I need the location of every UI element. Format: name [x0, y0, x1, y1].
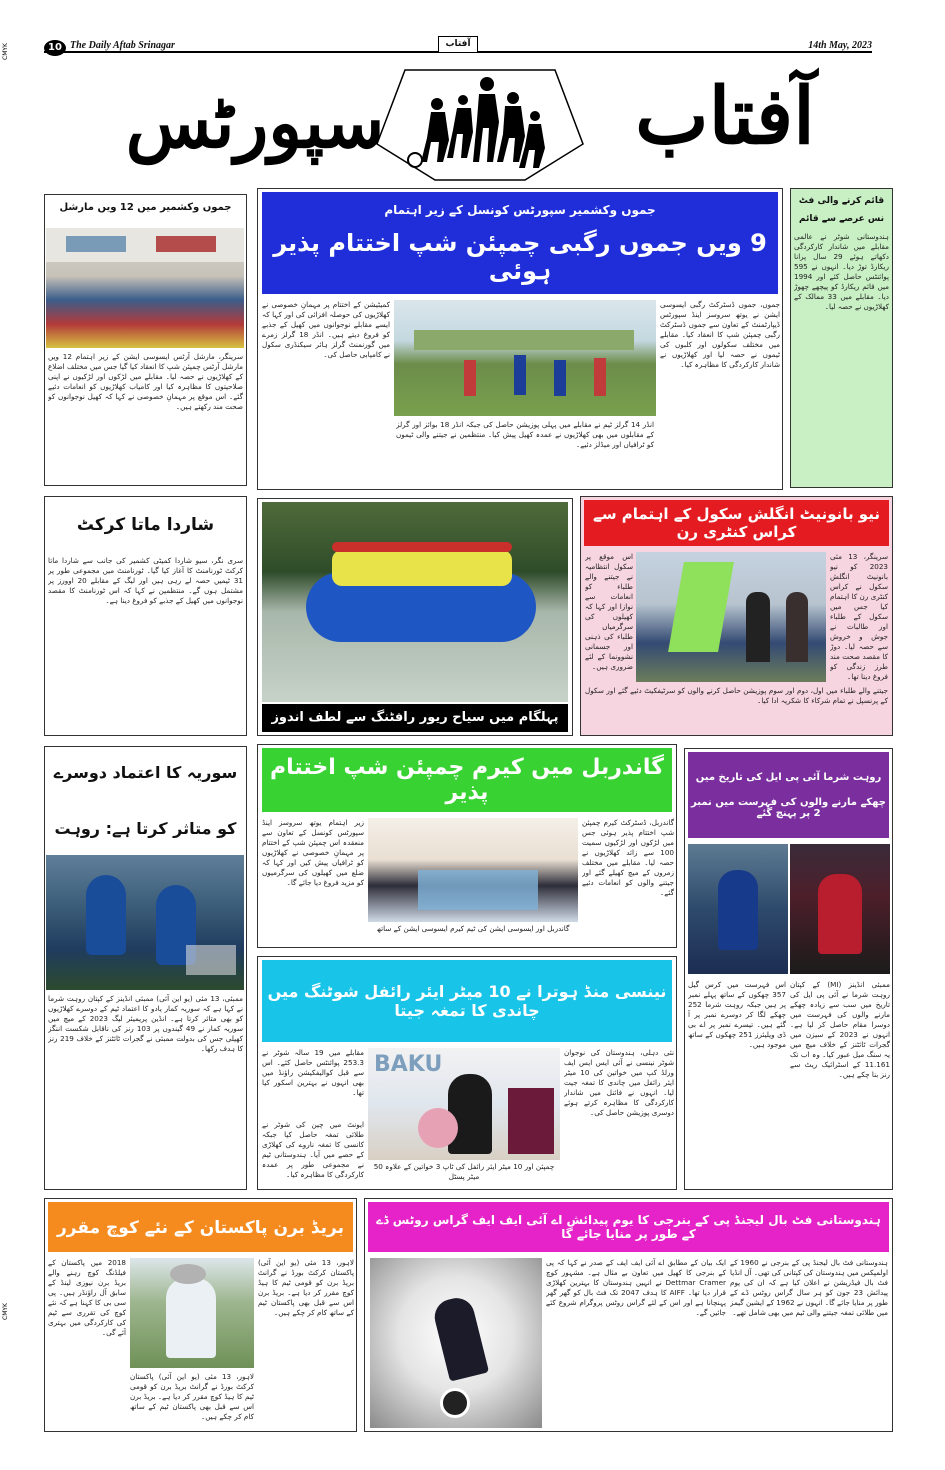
rohit-headline-1: روہت شرما آئی پی ایل کی تاریخ میں — [695, 771, 882, 783]
suryakumar-batting-photo — [46, 855, 244, 990]
rugby-match-photo — [394, 300, 656, 416]
masthead-left-title: سپورٹس — [125, 81, 385, 164]
football-legend-banner: ہندوستانی فٹ بال لیجنڈ پی کے بنرجی کا یوم پیدائش اے آئی ایف ایف گراس روٹس ڈے کے طور پر منایا جائے گا — [368, 1202, 889, 1252]
cross-country-text-bottom: جیتنے والے طلباء میں اول، دوم اور سوم پوزیشن حاصل کرنے والوں کو سرٹیفکیٹ دئیے گئے اور سکول کے پرنسپل نے تمام شرکاء کا شکریہ ادا کیا۔ — [585, 686, 888, 705]
rugby-text-right: جموں، جموں ڈسٹرکٹ رگبی ایسوسی ایشن نے یوتھ سروسز اینڈ سپورٹس ڈیپارٹمنٹ کے تعاون سے جموں ڈسٹرکٹ رگبی چمپئن شپ کا انعقاد کیا۔ مقابلے میں مختلف سکولوں اور کلبوں کی ٹیموں نے حصہ لیا اور کھلاڑیوں نے شاندار کارکردگی کا مظاہرہ کیا۔ — [660, 300, 780, 369]
martial-arts-headline: جموں وکشمیر میں 12 ویں مارشل — [59, 202, 232, 213]
rohit-photo — [688, 844, 788, 974]
header-logo: آفتاب — [438, 36, 478, 53]
cross-country-banner: نیو بانونیٹ انگلش سکول کے اہتمام سے کراس کنٹری رن — [584, 500, 889, 546]
football-legend-text-right: ہندوستانی فٹ بال لیجنڈ پی کے بنرجی نے 1960 کے اولمپکس میں ہندوستان کی کپتانی کی تھی۔ آل انڈیا فٹ بال فیڈریشن نے اعلان کیا ہے کہ ان کی یوم پیدائش 23 جون کو ہر سال گراس روٹس ڈے کے طور پر منایا جائے گا۔ انہوں نے 1962 کے ایشین گیمز میں طلائی تمغہ جیتنے والی ٹیم میں بھی شامل تھے۔ — [730, 1258, 888, 1317]
suryakumar-headline-1: سوریہ کا اعتماد دوسرے — [53, 763, 238, 782]
fitness-headline: قائم کرنے والی فٹ نس عرصے سے قائم — [798, 196, 885, 224]
air-rifle-photo — [368, 1048, 560, 1160]
sharda-cricket-text: سری نگر، سیو شاردا کمیٹی کشمیر کی جانب سے شاردا ماتا کرکٹ ٹورنامنٹ کا آغاز کیا گیا۔ ٹورنامنٹ میں مجموعی طور پر 31 ٹیمیں حصہ لے رہی ہیں اور لیگ کے مقابلے 20 اوورز پر مشتمل ہوں گے۔ منتظمین نے کہا کہ اس ٹورنامنٹ کا مقصد نوجوانوں میں کھیل کے جذبے کو فروغ دینا ہے۔ — [48, 556, 243, 605]
carrom-text-left: زیر اہتمام یوتھ سروسز اینڈ سپورٹس کونسل کے تعاون سے منعقدہ اس چمپئن شپ کے اختتام پر مہمانِ خصوصی نے کھلاڑیوں کو ٹرافیاں پیش کیں اور کہا کہ ضلع میں کھیلوں کی سرگرمیوں کو مزید فروغ دیا جائے گا۔ — [262, 818, 364, 887]
carrom-text-right: گاندربل، ڈسٹرکٹ کیرم چمپئن شپ اختتام پذیر ہوئی جس میں لڑکوں اور لڑکیوں سمیت 100 سے زائد کھلاڑیوں نے حصہ لیا۔ مقابلے میں مختلف زمروں کے میچ کھیلے گئے اور جیتنے والوں کو انعامات دئیے گئے۔ — [582, 818, 674, 897]
bradburn-text-left-bottom: لاہور، 13 مئی (یو این آئی) پاکستان کرکٹ بورڈ نے گرانٹ بریڈ برن کو قومی ٹیم کا ہیڈ کوچ مقرر کر دیا ہے۔ بریڈ برن اس سے قبل بھی پاکستان ٹیم کے ساتھ کام کر چکے ہیں۔ — [130, 1372, 254, 1421]
masthead-right-title: آفتاب — [635, 71, 815, 162]
bradburn-text-right: لاہور، 13 مئی (یو این آئی) پاکستان کرکٹ بورڈ نے گرانٹ بریڈ برن کو قومی ٹیم کا ہیڈ کوچ مقرر کر دیا ہے۔ بریڈ برن اس سے قبل بھی پاکستان ٹیم کے ساتھ کام کر چکے ہیں۔ — [258, 1258, 354, 1317]
rugby-headline: 9 ویں جموں رگبی چمپئن شپ اختتام پذیر ہوئی — [273, 229, 767, 285]
sports-players-logo — [375, 62, 585, 184]
rafting-photo — [262, 502, 568, 702]
paper-name: The Daily Aftab Srinagar — [70, 40, 179, 51]
rafting-caption: پہلگام میں سیاح ریور رافٹنگ سے لطف اندوز — [262, 704, 568, 732]
carrom-group-photo — [368, 818, 578, 922]
air-rifle-photo-caption: چمپئن اور 10 میٹر ایئر رائفل کی ٹاپ 3 خواتین کے علاوہ 50 میٹر پسٹل — [373, 1162, 555, 1181]
rohit-headline-2: چھکے مارنے والوں کی فہرست میں نمبر 2 پر پہنچ گئے — [691, 796, 886, 819]
rugby-kicker: جموں وکشمیر سپورٹس کونسل کے زیر اہتمام — [384, 203, 656, 217]
fitness-text: ہندوستانی شوٹر نے عالمی مقابلے میں شاندار کارکردگی دکھاتے ہوئے 29 سال پرانا ریکارڈ توڑ دیا۔ انہوں نے 595 پوائنٹس حاصل کئے اور 1994 میں قائم ریکارڈ کو پیچھے چھوڑ دیا۔ مقابلے میں 33 ممالک کے کھلاڑیوں نے حصہ لیا۔ — [794, 232, 889, 311]
sharda-cricket-headline: شاردا ماتا کرکٹ — [76, 515, 215, 535]
carrom-banner: گاندربل میں کیرم چمپئن شپ اختتام پذیر — [262, 748, 672, 812]
air-rifle-text-right: نئی دہلی، ہندوستان کی نوجوان شوٹر نینسی نے آئی ایس ایس ایف ورلڈ کپ میں خواتین کی 10 میٹر ایئر رائفل میں چاندی کا تمغہ جیت لیا۔ انہوں نے فائنل میں شاندار کارکردگی کا مظاہرہ کرتے ہوئے دوسری پوزیشن حاصل کی۔ — [564, 1048, 674, 1117]
bradburn-photo — [130, 1258, 254, 1368]
rugby-text-middle: انڈر 14 گرلز ٹیم نے مقابلے میں پہلی پوزیشن حاصل کی جبکہ انڈر 18 بوائز اور گرلز کے مقابلوں میں بھی کھلاڑیوں نے عمدہ کھیل پیش کیا۔ منتظمین نے جیتنے والی ٹیموں کو ٹرافیاں اور میڈلز دئیے۔ — [396, 420, 654, 449]
page-number: 10 — [44, 40, 66, 56]
air-rifle-banner: نینسی منڈ ہوترا نے 10 میٹر ایئر رائفل شوٹنگ میں چاندی کا تمغہ جیتا — [262, 960, 672, 1042]
bradburn-text-left: 2018 میں پاکستان کے فیلڈنگ کوچ رہنے والے بریڈ برن نیوزی لینڈ کے سابق آل راؤنڈر ہیں۔ پی سی بی کا کہنا ہے کہ نئے کوچ کی تقرری سے ٹیم کی کارکردگی میں بہتری آئے گی۔ — [48, 1258, 126, 1337]
football-legend-photo — [370, 1258, 542, 1428]
header-bar — [44, 40, 872, 57]
air-rifle-text-middle: مقابلے میں 19 سالہ شوٹر نے 253.3 پوائنٹس حاصل کئے۔ اس سے قبل کوالیفکیشن راؤنڈ میں بھی انہوں نے بہترین اسکور کیا تھا۔ — [262, 1048, 364, 1097]
bradburn-banner: بریڈ برن پاکستان کے نئے کوچ مقرر — [48, 1202, 353, 1252]
rohit-text-right: ممبئی انڈینز (MI) کے کپتان روہت شرما نے آئی پی ایل کی تاریخ میں سب سے زیادہ چھکے مارنے والوں کی فہرست میں دوسرا مقام حاصل کر لیا ہے۔ انہوں نے 2023 کے سیزن میں گجرات ٹائٹنز کے خلاف میچ میں یہ سنگ میل عبور کیا۔ وہ اب تک 11.161 کے اسٹرائیک ریٹ سے رنز بنا چکے ہیں۔ — [790, 980, 890, 1079]
cross-country-text-right: سرینگر، 13 مئی 2023 کو نیو بانونیٹ انگلش سکول نے کراس کنٹری رن کا اہتمام کیا جس میں سکول کے طلباء اور طالبات نے جوش و خروش سے حصہ لیا۔ دوڑ کا مقصد صحت مند طرز زندگی کو فروغ دینا تھا۔ — [830, 552, 888, 681]
air-rifle-text-left: ایونٹ میں چین کی شوٹر نے طلائی تمغہ حاصل کیا جبکہ کانسی کا تمغہ ناروے کی کھلاڑی کے حصے میں آیا۔ ہندوستانی ٹیم نے مجموعی طور پر عمدہ کارکردگی کا مظاہرہ کیا۔ — [262, 1120, 364, 1179]
cross-country-photo — [636, 552, 826, 682]
issue-date: 14th May, 2023 — [804, 40, 872, 51]
cmyk-margin-mark: CMYK — [2, 43, 9, 60]
martial-arts-group-photo — [46, 228, 244, 348]
baku-sign: BAKU — [374, 1052, 443, 1077]
rugby-text-left: کمیٹیشن کے اختتام پر مہمانِ خصوصی نے کھلاڑیوں کی حوصلہ افزائی کی اور کہا کہ ایسے مقابلے نوجوانوں میں کھیل کے جذبے کو فروغ دیتے ہیں۔ انڈر 18 گرلز زمرے میں گورنمنٹ گرلز ہائر سیکنڈری سکول نے کامیابی حاصل کی۔ — [262, 300, 390, 359]
de-villiers-photo — [790, 844, 890, 974]
cross-country-text-left: اس موقع پر سکول انتظامیہ نے جیتنے والے طلباء کو انعامات سے نوازا اور کہا کہ کھیلوں کی سرگرمیاں طلباء کی ذہنی اور جسمانی نشوونما کے لئے ضروری ہیں۔ — [585, 552, 633, 671]
suryakumar-text: ممبئی، 13 مئی (یو این آئی) ممبئی انڈینز کے کپتان روہت شرما نے کہا ہے کہ سوریہ کمار یادو کا اعتماد ٹیم کے دوسرے کھلاڑیوں کو بھی متاثر کرتا ہے۔ انڈین پریمیئر لیگ 2023 کے میچ میں سوریہ کمار نے 49 گیندوں پر 103 رنز کی ناقابل شکست اننگز کھیلی جس کی بدولت ممبئی نے گجرات ٹائٹنز کے خلاف 219 رنز کا ہدف رکھا۔ — [48, 994, 243, 1053]
cmyk-margin-mark-bottom: CMYK — [2, 1303, 9, 1320]
carrom-photo-caption: گاندربل اور ایسوسی ایشن کی ٹیم کیرم ایسوسی ایشن کے ساتھ — [376, 924, 570, 933]
rohit-banner — [688, 752, 889, 838]
martial-arts-text: سرینگر، مارشل آرٹس ایسوسی ایشن کے زیر اہتمام 12 ویں مارشل آرٹس چمپئن شپ کا انعقاد کیا گیا جس میں مختلف اضلاع کے کھلاڑیوں نے حصہ لیا۔ مقابلے میں لڑکوں اور لڑکیوں نے اپنی صلاحیتوں کا مظاہرہ کیا اور کامیاب کھلاڑیوں کو انعامات دئیے گئے۔ اس موقع پر مہمانِ خصوصی نے کہا کہ کھیل نوجوانوں کو صحت مند رکھتے ہیں۔ — [48, 352, 243, 411]
rugby-banner — [262, 192, 778, 294]
suryakumar-headline-2: کو متاثر کرتا ہے: روہت — [54, 819, 237, 838]
football-legend-text-left: ایک بیان کے مطابق اے آئی ایف ایف کے صدر نے کہا کہ پی کے بنرجی کا کھیل میں تعاون بے مثال ہے۔ مشہور کوچ Dettmar Cramer نے انہیں ہندوستان کا بہترین کھلاڑی قرار دیا تھا۔ AIFF کا ہدف 2047 تک فٹ بال کو گھر گھر پہنچانا ہے اور اس کے لئے گراس روٹس پروگرام شروع کئے جائیں گے۔ — [546, 1258, 726, 1317]
rohit-text-left: اس فہرست میں کرس گیل 357 چھکوں کے ساتھ پہلے نمبر پر ہیں جبکہ روہت شرما 252 چھکے لگا کر دوسرے نمبر پر آ گئے ہیں۔ تیسرے نمبر پر اے بی ڈی ویلیئرز 251 چھکوں کے ساتھ موجود ہیں۔ — [688, 980, 786, 1049]
